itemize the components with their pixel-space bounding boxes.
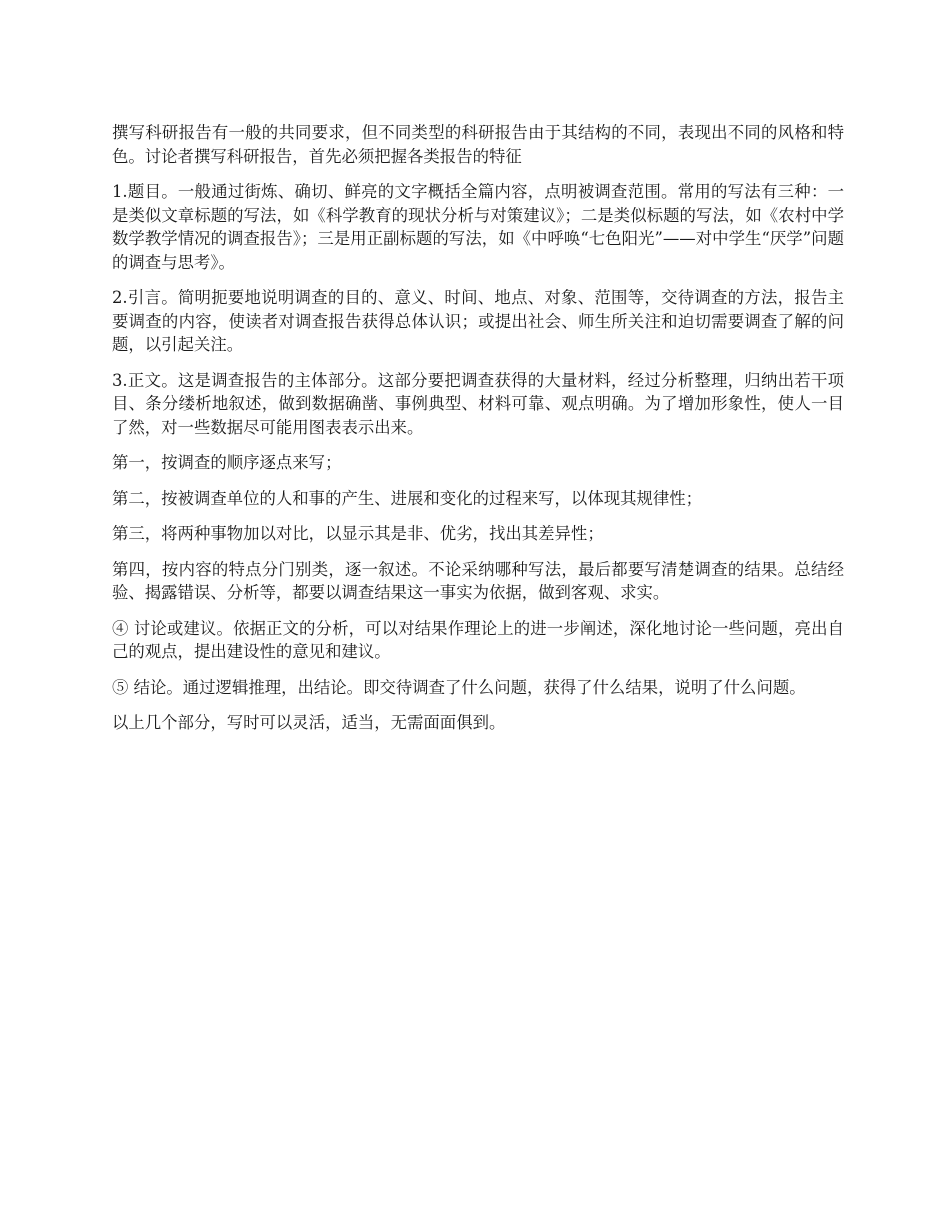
closing-paragraph: 以上几个部分，写时可以灵活，适当，无需面面俱到。 <box>112 713 506 732</box>
intro-paragraph: 撰写科研报告有一般的共同要求，但不同类型的科研报告由于其结构的不同，表现出不同的风格和特色。讨论者撰写科研报告，首先必须把握各类报告的特征 <box>112 123 844 166</box>
introduction-section-paragraph: 2.引言。简明扼要地说明调查的目的、意义、时间、地点、对象、范围等，交待调查的方法，报告主要调查的内容，使读者对调查报告获得总体认识；或提出社会、师生所关注和迫切需要调查了解的问题，以引起关注。 <box>112 288 844 354</box>
discussion-paragraph: ④ 讨论或建议。依据正文的分析，可以对结果作理论上的进一步阐述，深化地讨论一些问题，亮出自己的观点，提出建设性的意见和建议。 <box>112 618 844 661</box>
method-three-paragraph: 第三，将两种事物加以对比，以显示其是非、优劣，找出其差异性； <box>112 524 604 543</box>
body-section-paragraph: 3.正文。这是调查报告的主体部分。这部分要把调查获得的大量材料，经过分析整理，归纳出若干项目、条分缕析地叙述，做到数据确凿、事例典型、材料可靠、观点明确。为了增加形象性，使人一目了然，对一些数据尽可能用图表表示出来。 <box>112 370 844 437</box>
method-four-paragraph: 第四，按内容的特点分门别类，逐一叙述。不论采纳哪种写法，最后都要写清楚调查的结果。总结经验、揭露错误、分析等，都要以调查结果这一事实为依据，做到客观、求实。 <box>112 559 844 602</box>
conclusion-paragraph: ⑤ 结论。通过逻辑推理，出结论。即交待调查了什么问题，获得了什么结果，说明了什么问题。 <box>112 677 806 697</box>
title-section-paragraph: 1.题目。一般通过街炼、确切、鲜亮的文字概括全篇内容，点明被调查范围。常用的写法有三种：一是类似文章标题的写法，如《科学教育的现状分析与对策建议》；二是类似标题的写法，如《农村中学数学教学情况的调查报告》；三是用正副标题的写法，如《中呼唤“七色阳光”——对中学生“厌学”问题的调查与思考》。 <box>112 182 844 272</box>
document-body <box>112 121 844 747</box>
method-two-paragraph: 第二，按被调查单位的人和事的产生、进展和变化的过程来写，以体现其规律性； <box>112 488 703 508</box>
method-one-paragraph: 第一，按调查的顺序逐点来写； <box>112 453 342 472</box>
